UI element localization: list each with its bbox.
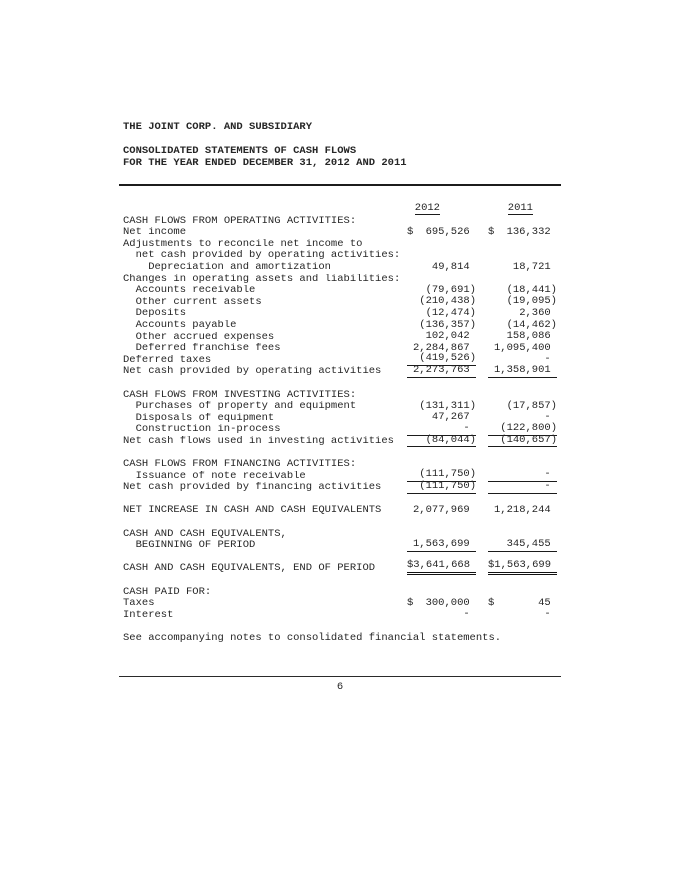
footnote: See accompanying notes to consolidated financial statements. bbox=[123, 631, 502, 644]
amount: (84,044) bbox=[425, 433, 476, 446]
amount: 2,360 bbox=[519, 307, 557, 320]
statement-period: FOR THE YEAR ENDED DECEMBER 31, 2012 AND 2011 bbox=[123, 156, 407, 169]
value-2011 bbox=[488, 433, 557, 447]
amount: (419,526) bbox=[419, 352, 476, 365]
row-label: Purchases of property and equipment bbox=[135, 401, 357, 413]
statement-row bbox=[123, 285, 557, 297]
statement-row bbox=[123, 598, 557, 610]
company-name: THE JOINT CORP. AND SUBSIDIARY bbox=[123, 121, 313, 133]
statement-rows bbox=[123, 216, 557, 622]
statement-row bbox=[123, 274, 557, 286]
row-label: CASH FLOWS FROM FINANCING ACTIVITIES: bbox=[123, 459, 357, 471]
value-2011 bbox=[488, 239, 557, 250]
amount: (79,691) bbox=[425, 283, 476, 296]
statement-row bbox=[123, 559, 558, 575]
amount: $3,641,668 bbox=[407, 559, 477, 572]
row-label: NET INCREASE IN CASH AND CASH EQUIVALENTS bbox=[123, 505, 382, 517]
row-label: Accounts receivable bbox=[135, 285, 256, 297]
blank-row bbox=[123, 494, 557, 506]
row-label: BEGINNING OF PERIOD bbox=[135, 540, 256, 552]
row-label: Interest bbox=[123, 609, 174, 621]
row-label: Other current assets bbox=[135, 296, 262, 308]
amount: (19,095) bbox=[506, 295, 557, 308]
statement-row bbox=[123, 479, 557, 494]
header-rule bbox=[119, 184, 561, 186]
statement-row bbox=[123, 401, 557, 413]
value-2011 bbox=[488, 364, 557, 378]
amount: (210,438) bbox=[419, 295, 476, 308]
amount: - bbox=[544, 468, 557, 481]
row-label: CASH PAID FOR: bbox=[123, 586, 212, 598]
row-label: CASH AND CASH EQUIVALENTS, bbox=[123, 528, 287, 540]
value-2011 bbox=[488, 262, 557, 273]
blank-row bbox=[123, 517, 557, 529]
value-2012 bbox=[407, 227, 476, 238]
statement-row bbox=[123, 413, 557, 425]
dollar-sign: $ bbox=[407, 596, 414, 609]
amount: 45 bbox=[538, 596, 557, 609]
value-2012 bbox=[407, 364, 476, 378]
dollar-sign: $ bbox=[407, 225, 414, 238]
statement-title: CONSOLIDATED STATEMENTS OF CASH FLOWS bbox=[123, 145, 357, 157]
row-label: net cash provided by operating activities: bbox=[135, 250, 401, 262]
statement-title-block bbox=[123, 146, 557, 169]
value-2011 bbox=[488, 309, 557, 320]
section-header-row bbox=[123, 459, 557, 471]
statement-row bbox=[123, 239, 557, 251]
column-headers-row bbox=[123, 201, 557, 216]
amount: 345,455 bbox=[506, 537, 557, 550]
amount: 102,042 bbox=[425, 330, 476, 343]
statement-row bbox=[123, 308, 557, 320]
row-label: Net cash flows used in investing activities bbox=[123, 435, 394, 447]
row-label: Adjustments to reconcile net income to bbox=[123, 238, 363, 250]
statement-row bbox=[123, 227, 557, 239]
value-2011 bbox=[488, 537, 557, 552]
value-2012 bbox=[407, 537, 476, 552]
row-label: Deposits bbox=[135, 308, 187, 320]
amount: 47,267 bbox=[431, 411, 476, 424]
amount: (122,800) bbox=[500, 421, 557, 434]
statement-row bbox=[123, 262, 557, 274]
amount: - bbox=[463, 608, 476, 621]
row-label: Accounts payable bbox=[135, 319, 237, 331]
row-label: Disposals of equipment bbox=[135, 412, 275, 424]
amount: (140,657) bbox=[500, 433, 557, 446]
statement-row bbox=[123, 505, 557, 517]
amount: 1,358,901 bbox=[493, 364, 557, 377]
statement-row bbox=[123, 332, 557, 344]
row-label: Net cash provided by operating activities bbox=[123, 366, 382, 378]
amount: 1,563,699 bbox=[412, 537, 476, 550]
amount: 1,095,400 bbox=[493, 341, 557, 354]
blank-row bbox=[123, 575, 557, 587]
dollar-sign: $ bbox=[488, 596, 495, 609]
amount: (111,750) bbox=[419, 468, 476, 481]
value-2011 bbox=[488, 559, 558, 575]
row-label: CASH FLOWS FROM INVESTING ACTIVITIES: bbox=[123, 389, 357, 401]
amount: (17,857) bbox=[506, 399, 557, 412]
column-headers-spacer bbox=[123, 204, 407, 216]
amount: $1,563,699 bbox=[488, 559, 558, 572]
amount: (12,474) bbox=[425, 307, 476, 320]
row-label: Deferred taxes bbox=[123, 354, 212, 366]
row-label: Deferred franchise fees bbox=[135, 343, 281, 355]
value-2012 bbox=[407, 239, 476, 250]
section-header-row bbox=[123, 390, 557, 402]
blank-row bbox=[123, 378, 557, 390]
statement-row bbox=[123, 352, 557, 367]
cash-flow-statement bbox=[123, 121, 557, 645]
column-header-2011: 2011 bbox=[507, 201, 533, 214]
value-2011 bbox=[488, 610, 557, 621]
amount: - bbox=[544, 411, 557, 424]
amount: (14,462) bbox=[506, 318, 557, 331]
blank-row bbox=[123, 447, 557, 459]
value-2011 bbox=[488, 227, 557, 238]
row-label: CASH AND CASH EQUIVALENTS, END OF PERIOD bbox=[123, 563, 376, 575]
row-label: Net cash provided by financing activities bbox=[123, 482, 382, 494]
value-2012 bbox=[407, 309, 476, 320]
statement-row bbox=[123, 529, 557, 541]
amount: 49,814 bbox=[431, 260, 476, 273]
value-2012 bbox=[407, 262, 476, 273]
statement-row bbox=[123, 320, 557, 332]
page-number: 6 bbox=[336, 681, 344, 693]
statement-row bbox=[123, 537, 557, 552]
row-label: Changes in operating assets and liabilities: bbox=[123, 273, 401, 285]
column-header-2012: 2012 bbox=[414, 201, 440, 214]
statement-row bbox=[123, 366, 557, 378]
value-2012 bbox=[407, 506, 476, 517]
amount: - bbox=[544, 479, 557, 492]
value-2012 bbox=[407, 479, 476, 494]
row-label: Issuance of note receivable bbox=[135, 470, 306, 482]
amount: 695,526 bbox=[425, 225, 476, 238]
amount: 2,273,763 bbox=[412, 364, 476, 377]
row-label: Net income bbox=[123, 227, 187, 239]
statement-row bbox=[123, 343, 557, 355]
footer-rule bbox=[119, 676, 561, 677]
statement-row bbox=[123, 297, 557, 309]
row-label: Depreciation and amortization bbox=[148, 261, 331, 273]
statement-row bbox=[123, 421, 557, 436]
amount: 136,332 bbox=[506, 225, 557, 238]
value-2012 bbox=[407, 559, 477, 575]
amount: (131,311) bbox=[419, 399, 476, 412]
amount: 18,721 bbox=[512, 260, 557, 273]
amount: - bbox=[463, 421, 476, 434]
amount: 1,218,244 bbox=[493, 504, 557, 517]
value-2011 bbox=[488, 506, 557, 517]
statement-row bbox=[123, 610, 557, 622]
value-2012 bbox=[407, 610, 476, 621]
amount: 300,000 bbox=[425, 596, 476, 609]
dollar-sign: $ bbox=[488, 225, 495, 238]
amount: - bbox=[544, 353, 557, 366]
row-label: Other accrued expenses bbox=[135, 331, 275, 343]
amount: (136,357) bbox=[419, 318, 476, 331]
value-2012 bbox=[407, 433, 476, 447]
amount: 158,086 bbox=[506, 330, 557, 343]
amount: 2,284,867 bbox=[412, 341, 476, 354]
amount: (18,441) bbox=[506, 283, 557, 296]
statement-row bbox=[123, 433, 557, 448]
amount: 2,077,969 bbox=[412, 504, 476, 517]
row-label: Taxes bbox=[123, 598, 155, 610]
amount: (111,750) bbox=[419, 479, 476, 492]
amount: - bbox=[544, 608, 557, 621]
statement-row bbox=[123, 468, 557, 483]
value-2011 bbox=[488, 479, 557, 494]
row-label: CASH FLOWS FROM OPERATING ACTIVITIES: bbox=[123, 215, 357, 227]
row-label: Construction in-process bbox=[135, 424, 281, 436]
statement-row bbox=[123, 250, 557, 262]
